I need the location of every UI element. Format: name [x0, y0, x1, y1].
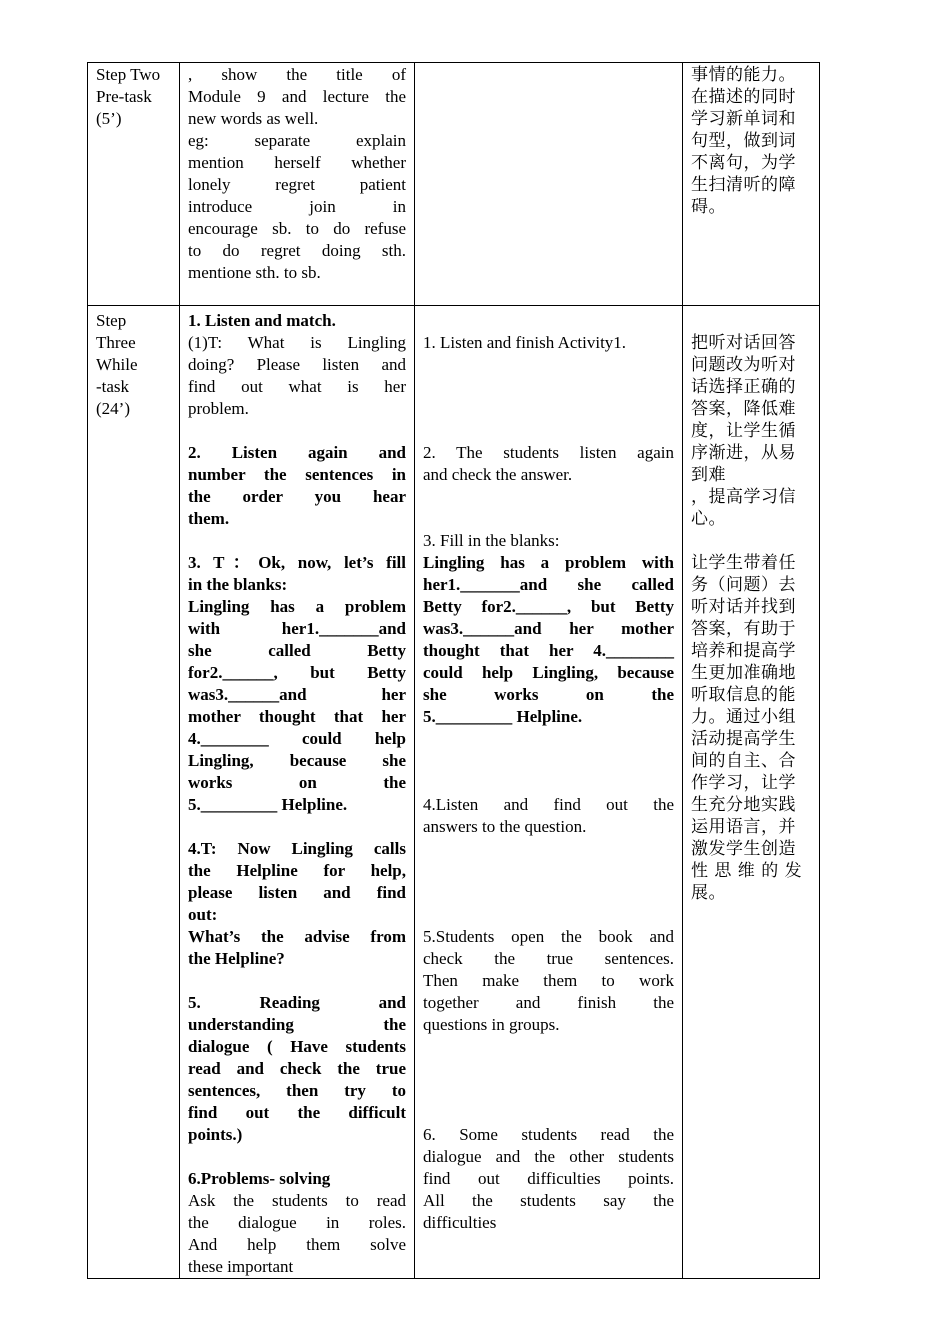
text-line	[691, 530, 811, 552]
table-row-pre-task	[88, 63, 820, 306]
text-line: doing? Please listen and	[188, 355, 406, 374]
text-line: 把听对话回答	[691, 333, 796, 353]
text-line: encourage sb. to do refuse	[188, 219, 406, 238]
text-line: , show the title of	[188, 65, 406, 84]
text-line: 答案，有助于	[691, 619, 796, 639]
text-line: 作学习，让学	[691, 773, 796, 793]
text-line: 5._________ Helpline.	[423, 707, 583, 726]
text-line: 6. Some students read the	[423, 1125, 674, 1144]
text-line: Step Two	[96, 65, 161, 84]
text-line: works on the	[188, 773, 406, 792]
text-line	[423, 420, 674, 442]
text-line: 活动提高学生	[691, 729, 796, 749]
text-line: 6.Problems- solving	[188, 1169, 331, 1188]
text-line: the order you hear	[188, 487, 406, 506]
text-line: 序渐进，从易	[691, 443, 796, 463]
text-line: Then make them to work	[423, 971, 674, 990]
text-line: 5.Students open the book and	[423, 927, 674, 946]
text-line	[188, 530, 406, 552]
text-line: Lingling has a problem with	[423, 553, 674, 572]
design-note-cell	[683, 306, 820, 1279]
text-line: What’s the advise from	[188, 927, 406, 946]
step-cell	[88, 63, 180, 306]
text-line: 生扫清听的障	[691, 175, 796, 195]
text-line: Ask the students to read	[188, 1191, 406, 1210]
text-line	[691, 310, 811, 332]
text-line: 间的自主、合	[691, 751, 796, 771]
text-line	[188, 420, 406, 442]
text-line: please listen and find	[188, 883, 406, 902]
text-line: her1._______and she called	[423, 575, 674, 594]
text-line: 3. Fill in the blanks:	[423, 531, 560, 550]
text-line: to do regret doing sth.	[188, 241, 406, 260]
text-line: -task	[96, 377, 130, 396]
text-line: introduce join in	[188, 197, 406, 216]
text-line: dialogue and the other students	[423, 1147, 674, 1166]
text-line: find out the difficult	[188, 1103, 406, 1122]
text-line: dialogue ( Have students	[188, 1037, 406, 1056]
text-line: mention herself whether	[188, 153, 406, 172]
text-line: in the blanks:	[188, 575, 288, 594]
text-line	[188, 1146, 406, 1168]
text-line: 事情的能力。	[691, 65, 796, 85]
text-line	[423, 398, 674, 420]
text-line: 碍。	[691, 197, 726, 217]
text-line: 心。	[691, 509, 726, 529]
text-line	[423, 1036, 674, 1058]
text-line: 2. The students listen again	[423, 443, 674, 462]
text-line	[423, 508, 674, 530]
step-cell	[88, 306, 180, 1279]
text-line: mentione sth. to sb.	[188, 263, 321, 282]
text-line: 话选择正确的	[691, 377, 796, 397]
student-activity-cell	[415, 306, 683, 1279]
text-line: 问题改为听对	[691, 355, 796, 375]
teacher-activity-cell	[180, 63, 415, 306]
text-line: number the sentences in	[188, 465, 406, 484]
text-line: 激发学生创造	[691, 839, 796, 859]
text-line: answers to the question.	[423, 817, 587, 836]
lesson-plan-table	[87, 62, 820, 1279]
text-line: together and finish the	[423, 993, 674, 1012]
text-line: 听对话并找到	[691, 597, 796, 617]
text-line: she called Betty	[188, 641, 406, 660]
text-line: 生更加准确地	[691, 663, 796, 683]
text-line	[423, 838, 674, 860]
text-line: lonely regret patient	[188, 175, 406, 194]
text-line: 4.________ could help	[188, 729, 406, 748]
text-line: 学习新单词和	[691, 109, 796, 129]
text-line: 到难	[691, 465, 726, 485]
text-line: 句型，做到词	[691, 131, 796, 151]
text-line: Step	[96, 311, 127, 330]
text-line: questions in groups.	[423, 1015, 560, 1034]
text-line: difficulties	[423, 1213, 497, 1232]
text-line: While	[96, 355, 138, 374]
text-line: points.)	[188, 1125, 243, 1144]
text-line: sentences, then try to	[188, 1081, 406, 1100]
text-line: the Helpline for help,	[188, 861, 406, 880]
text-line: find out what is her	[188, 377, 406, 396]
text-line	[423, 750, 674, 772]
text-line: 1. Listen and finish Activity1.	[423, 333, 627, 352]
text-line	[423, 486, 674, 508]
text-line	[423, 354, 674, 376]
text-line: 运用语言，并	[691, 817, 796, 837]
text-line	[423, 376, 674, 398]
text-line: 让学生带着任	[691, 553, 796, 573]
text-line: for2.______, but Betty	[188, 663, 406, 682]
text-line	[423, 1058, 674, 1080]
text-line: new words as well.	[188, 109, 319, 128]
design-note-cell	[683, 63, 820, 306]
text-line: 4.Listen and find out the	[423, 795, 674, 814]
text-line: eg: separate explain	[188, 131, 406, 150]
text-line: 生充分地实践	[691, 795, 796, 815]
text-line: 1. Listen and match.	[188, 311, 336, 330]
text-line: thought that her 4.________	[423, 641, 674, 660]
text-line: (1)T: What is Lingling	[188, 333, 406, 352]
text-line: Betty for2.______, but Betty	[423, 597, 674, 616]
text-line	[188, 816, 406, 838]
text-line: 务（问题）去	[691, 575, 796, 595]
text-line: 不离句，为学	[691, 153, 796, 173]
text-line: 2. Listen again and	[188, 443, 406, 462]
text-line: with her1._______and	[188, 619, 406, 638]
text-line: understanding the	[188, 1015, 406, 1034]
table-row-while-task	[88, 306, 820, 1279]
text-line: Pre-task	[96, 87, 152, 106]
text-line: she works on the	[423, 685, 674, 704]
text-line: 5._________ Helpline.	[188, 795, 348, 814]
text-line: 度，让学生循	[691, 421, 796, 441]
text-line: 听取信息的能	[691, 685, 796, 705]
text-line: 在描述的同时	[691, 87, 796, 107]
text-line	[423, 904, 674, 926]
text-line	[423, 728, 674, 750]
text-line: 力。通过小组	[691, 707, 796, 727]
text-line: problem.	[188, 399, 249, 418]
text-line	[423, 310, 674, 332]
text-line: 性 思 维 的 发	[691, 861, 803, 881]
text-line: the dialogue in roles.	[188, 1213, 406, 1232]
text-line: 5. Reading and	[188, 993, 406, 1012]
text-line: 答案，降低难	[691, 399, 796, 419]
text-line: 培养和提高学	[691, 641, 796, 661]
text-line: find out difficulties points.	[423, 1169, 674, 1188]
text-line: Lingling, because she	[188, 751, 406, 770]
student-activity-cell	[415, 63, 683, 306]
text-line: the Helpline?	[188, 949, 285, 968]
text-line: check the true sentences.	[423, 949, 674, 968]
text-line: read and check the true	[188, 1059, 406, 1078]
text-line	[423, 1102, 674, 1124]
text-line: ，提高学习信	[691, 487, 796, 507]
text-line: Lingling has a problem	[188, 597, 406, 616]
text-line: Three	[96, 333, 136, 352]
text-line: 展。	[691, 883, 726, 903]
text-line: them.	[188, 509, 230, 528]
text-line	[423, 882, 674, 904]
text-line	[188, 970, 406, 992]
text-line: And help them solve	[188, 1235, 406, 1254]
text-line: these important	[188, 1257, 294, 1276]
teacher-activity-cell	[180, 306, 415, 1279]
text-line: was3.______and her	[188, 685, 406, 704]
text-line: Module 9 and lecture the	[188, 87, 406, 106]
text-line: was3.______and her mother	[423, 619, 674, 638]
text-line: 3. T：Ok, now, let’s fill	[188, 553, 406, 572]
text-line: and check the answer.	[423, 465, 573, 484]
text-line: All the students say the	[423, 1191, 674, 1210]
text-line: (5’)	[96, 109, 122, 128]
text-line	[423, 772, 674, 794]
text-line: (24’)	[96, 399, 130, 418]
text-line: out:	[188, 905, 218, 924]
text-line	[423, 1080, 674, 1102]
text-line: 4.T: Now Lingling calls	[188, 839, 406, 858]
text-line: could help Lingling, because	[423, 663, 674, 682]
text-line	[423, 860, 674, 882]
text-line: mother thought that her	[188, 707, 406, 726]
